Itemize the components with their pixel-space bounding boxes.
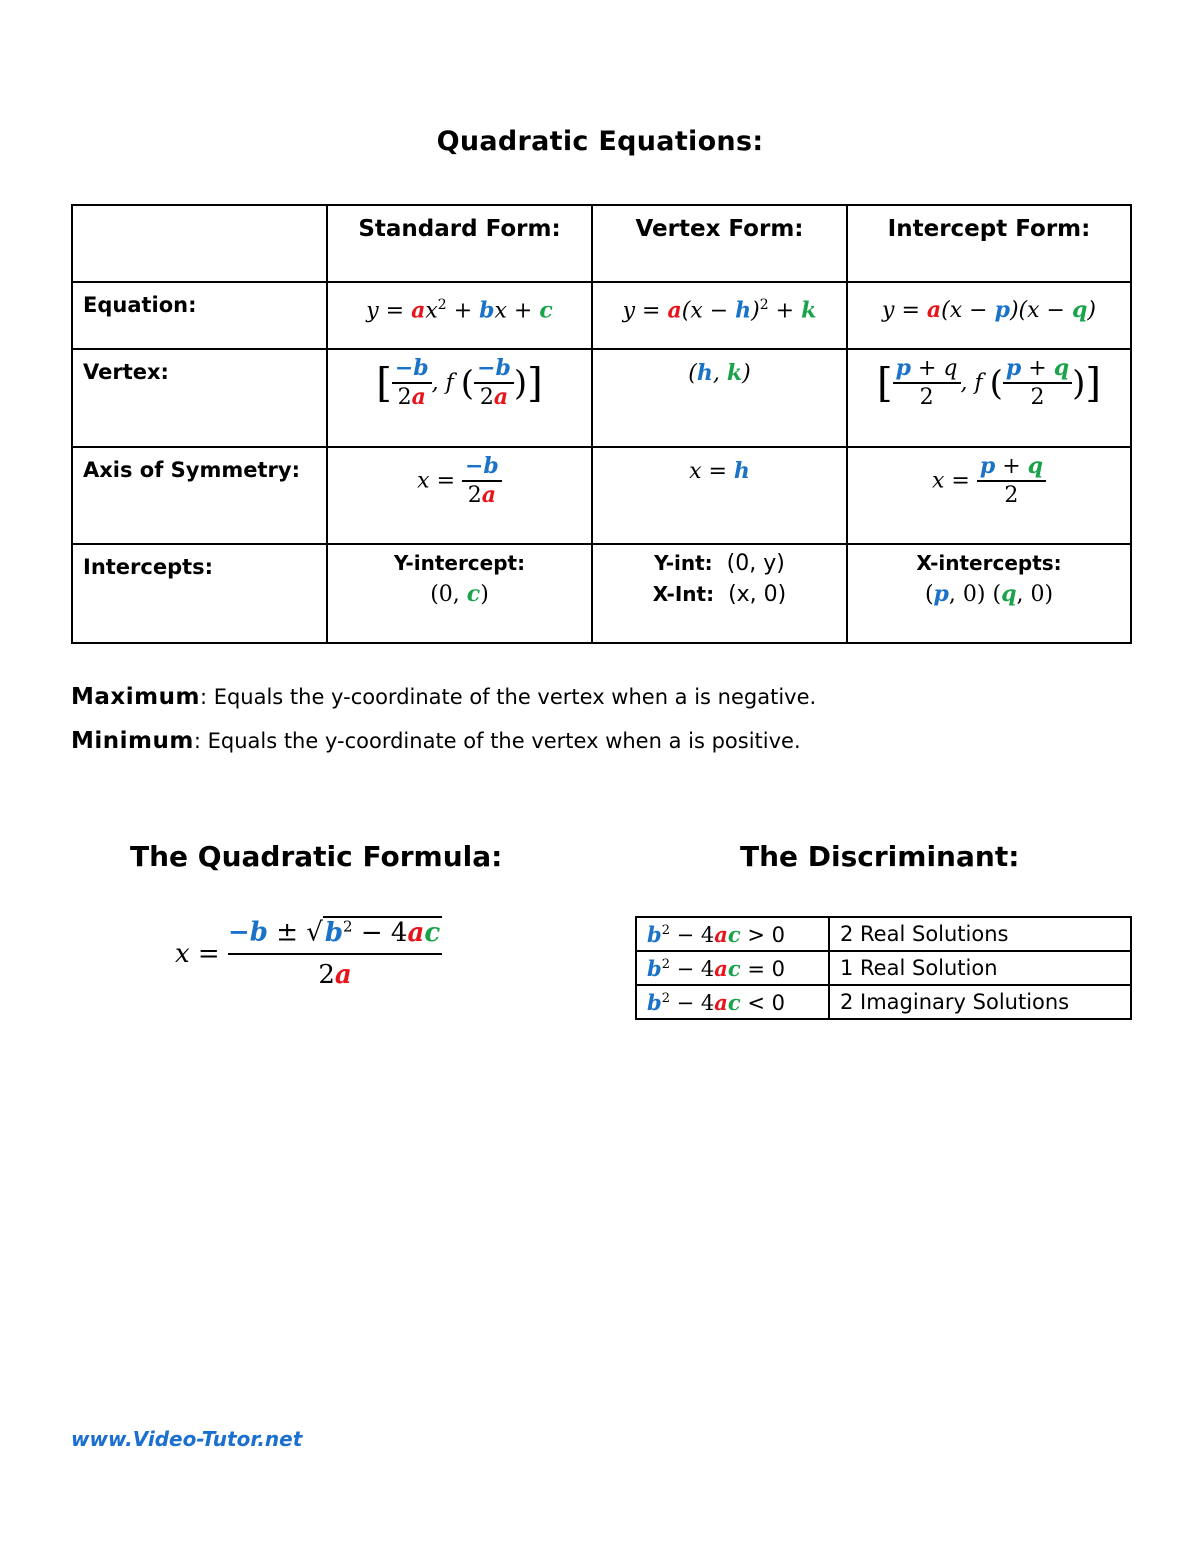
y-int-label: Y-int: bbox=[654, 551, 713, 575]
discriminant-row bbox=[636, 917, 1131, 951]
standard-axis-formula: x = $\frac{-b}{2a}$ bbox=[327, 447, 592, 544]
discriminant-result: 2 Real Solutions bbox=[829, 917, 1131, 951]
discriminant-row bbox=[636, 951, 1131, 985]
minimum-text: : Equals the y-coordinate of the vertex when a is positive. bbox=[193, 729, 801, 753]
discriminant-expression: $b^2 - 4ac = 0$ bbox=[636, 951, 829, 985]
maximum-note bbox=[71, 684, 816, 710]
discriminant-row bbox=[636, 985, 1131, 1019]
minimum-label: Minimum bbox=[71, 728, 194, 754]
discriminant-table bbox=[635, 916, 1132, 1020]
intercept-axis-formula: x = $\frac{p + q}{2}$ bbox=[847, 447, 1131, 544]
y-intercept-label: Y-intercept: bbox=[393, 551, 526, 575]
discriminant-result: 1 Real Solution bbox=[829, 951, 1131, 985]
header-standard-form: Standard Form: bbox=[327, 205, 592, 282]
row-label-axis: Axis of Symmetry: bbox=[72, 447, 327, 544]
quadratic-formula: x = $\frac{-b \pm √b^2 - 4ac}{2a}$ bbox=[175, 917, 441, 990]
axis-row bbox=[72, 447, 1131, 544]
header-row bbox=[72, 205, 1131, 282]
discriminant-result: 2 Imaginary Solutions bbox=[829, 985, 1131, 1019]
maximum-text: : Equals the y-coordinate of the vertex when a is negative. bbox=[199, 685, 817, 709]
equation-row bbox=[72, 282, 1131, 349]
row-label-intercepts: Intercepts: bbox=[72, 544, 327, 643]
footer-link[interactable]: www.Video-Tutor.net bbox=[71, 1427, 303, 1451]
row-label-vertex: Vertex: bbox=[72, 349, 327, 447]
intercept-equation: y = a(x − p)(x − q) bbox=[847, 282, 1131, 349]
header-intercept-form: Intercept Form: bbox=[847, 205, 1131, 282]
intercept-vertex-formula: [ $\frac{p + q}{2}$ , f ( $\frac{p + q}{2}$ )] bbox=[847, 349, 1131, 447]
vertex-form-vertex: (h, k) bbox=[592, 349, 847, 447]
quadratic-formula-title: The Quadratic Formula: bbox=[130, 840, 503, 873]
page-title: Quadratic Equations: bbox=[436, 126, 764, 157]
discriminant-title: The Discriminant: bbox=[740, 840, 1020, 873]
y-intercept-value: (0, c) bbox=[430, 581, 489, 607]
x-int-value: (x, 0) bbox=[728, 582, 787, 607]
standard-intercepts bbox=[327, 544, 592, 643]
intercept-form-intercepts bbox=[847, 544, 1131, 643]
maximum-label: Maximum bbox=[71, 684, 200, 710]
vertex-intercepts bbox=[592, 544, 847, 643]
standard-vertex-formula: [ $\frac{-b}{2a}$ , f ( $\frac{-b}{2a}$ )] bbox=[327, 349, 592, 447]
y-int-value: (0, y) bbox=[726, 551, 785, 576]
x-intercepts-label: X-intercepts: bbox=[916, 551, 1062, 575]
vertex-equation: $y = a(x - h)^2 + k$ bbox=[592, 282, 847, 349]
x-int-label: X-Int: bbox=[652, 582, 715, 606]
row-label-equation: Equation: bbox=[72, 282, 327, 349]
vertex-axis-formula: x = h bbox=[592, 447, 847, 544]
forms-table bbox=[71, 204, 1132, 644]
minimum-note bbox=[71, 728, 801, 754]
intercepts-row bbox=[72, 544, 1131, 643]
x-intercepts-value: (p, 0) (q, 0) bbox=[924, 581, 1054, 607]
discriminant-relation: = 0 bbox=[747, 956, 786, 981]
standard-equation: $y = ax^2$ + bx + c bbox=[327, 282, 592, 349]
empty-corner-cell bbox=[72, 205, 327, 282]
discriminant-expression: $b^2 - 4ac > 0$ bbox=[636, 917, 829, 951]
discriminant-relation: > 0 bbox=[747, 922, 786, 947]
vertex-row bbox=[72, 349, 1131, 447]
header-vertex-form: Vertex Form: bbox=[592, 205, 847, 282]
discriminant-relation: < 0 bbox=[747, 990, 786, 1015]
discriminant-expression: $b^2 - 4ac < 0$ bbox=[636, 985, 829, 1019]
